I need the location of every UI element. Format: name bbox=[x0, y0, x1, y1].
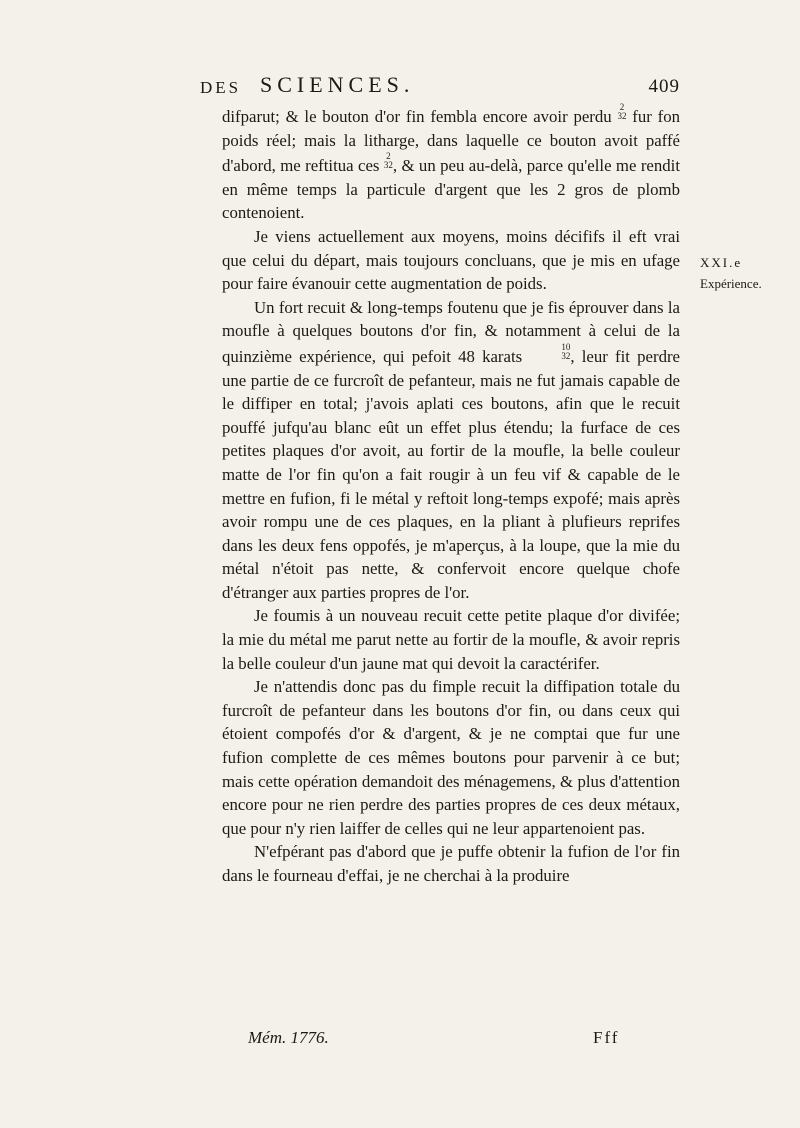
margin-note bbox=[700, 252, 790, 294]
fraction-2-32: 2 32 bbox=[383, 151, 393, 171]
paragraph-5: Je n'attendis donc pas du fimple recuit la diffipation totale du furcroît de pefanteur dans les boutons d'or fin, ou dans ceux qui étoient compofés d'or & d'argent, & je ne comptai que fur une fufion complette de ces mêmes boutons pour parvenir à ce but; mais cette opération demandoit des ménagemens, & plus d'attention encore pour ne rien perdre des parties propres de ces deux métaux, que pour n'y rien laiffer de celles qui ne leur appartenoient pas. bbox=[222, 677, 680, 838]
paragraph-2: Je viens actuellement aux moyens, moins décififs il eft vrai que celui du départ, mais toujours concluans, que je mis en ufage pour faire évanouir cette augmentation de poids. bbox=[222, 226, 680, 294]
paragraph-1-part-c: , & un peu au-delà, parce qu'elle me rendit en même temps la particule d'argent que les 2 gros de plomb contenoient. bbox=[222, 156, 680, 223]
paragraph-4: Je foumis à un nouveau recuit cette petite plaque d'or divifée; la mie du métal me parut nette au fortir de la moufle, & avoir repris la belle couleur d'un jaune mat qui devoit la caractérifer. bbox=[222, 606, 680, 673]
paragraph-6: N'efpérant pas d'abord que je puffe obtenir la fufion de l'or fin dans le fourneau d'effai, je ne cherchai à la produire bbox=[222, 842, 680, 885]
fraction-2-32: 2 32 bbox=[617, 102, 627, 121]
running-head-des: DES bbox=[200, 78, 242, 97]
page-number: 409 bbox=[648, 76, 680, 97]
body-text bbox=[222, 103, 680, 888]
signature-mark: Fff bbox=[593, 1028, 620, 1047]
memoir-reference: Mém. 1776. bbox=[248, 1028, 329, 1047]
paragraph-3-part-b: , leur fit perdre une partie de ce furcroît de pefanteur, mais ne fut jamais capable de le diffiper en total; j'avois aplati ces boutons, afin que le recuit pouffé jufqu'au blanc eût un effet plus étendu; la furface de ces petites plaques d'or avoit, au fortir de la moufle, la belle couleur matte de l'or fin qu'on a fait rougir à un feu vif & capable de le mettre en fufion, fi le métal y reftoit long-temps expofé; mais après avoir rompu une de ces plaques, en la pliant à plufieurs reprifes dans les deux fens oppofés, je m'aperçus, à la loupe, que la mie du métal n'étoit pas nette, & confervoit encore quelque chofe d'étranger aux parties propres de l'or. bbox=[222, 346, 681, 602]
experiment-number: XXI.e bbox=[700, 255, 743, 270]
paragraph-1 bbox=[222, 103, 680, 225]
running-head-sciences: SCIENCES. bbox=[260, 72, 415, 97]
experiment-label: Expérience. bbox=[700, 276, 762, 291]
paragraph-1-part-a: difparut; & le bouton d'or fin fembla encore avoir perdu bbox=[222, 107, 612, 126]
paragraph-1-part-b: fur fon poids réel; mais la litharge, dans laquelle ce bouton avoit paffé d'abord, me reftitua ces bbox=[222, 107, 680, 176]
page-footer bbox=[248, 1028, 678, 1054]
fraction-10-32: 10 32 bbox=[561, 341, 571, 361]
paragraph-3 bbox=[222, 296, 680, 605]
paragraph-3-part-a: Un fort recuit & long-temps foutenu que je fis éprouver dans la moufle à quelques boutons d'or fin, & notamment à celui de la quinzième expérience, qui pefoit 48 karats bbox=[222, 297, 680, 366]
